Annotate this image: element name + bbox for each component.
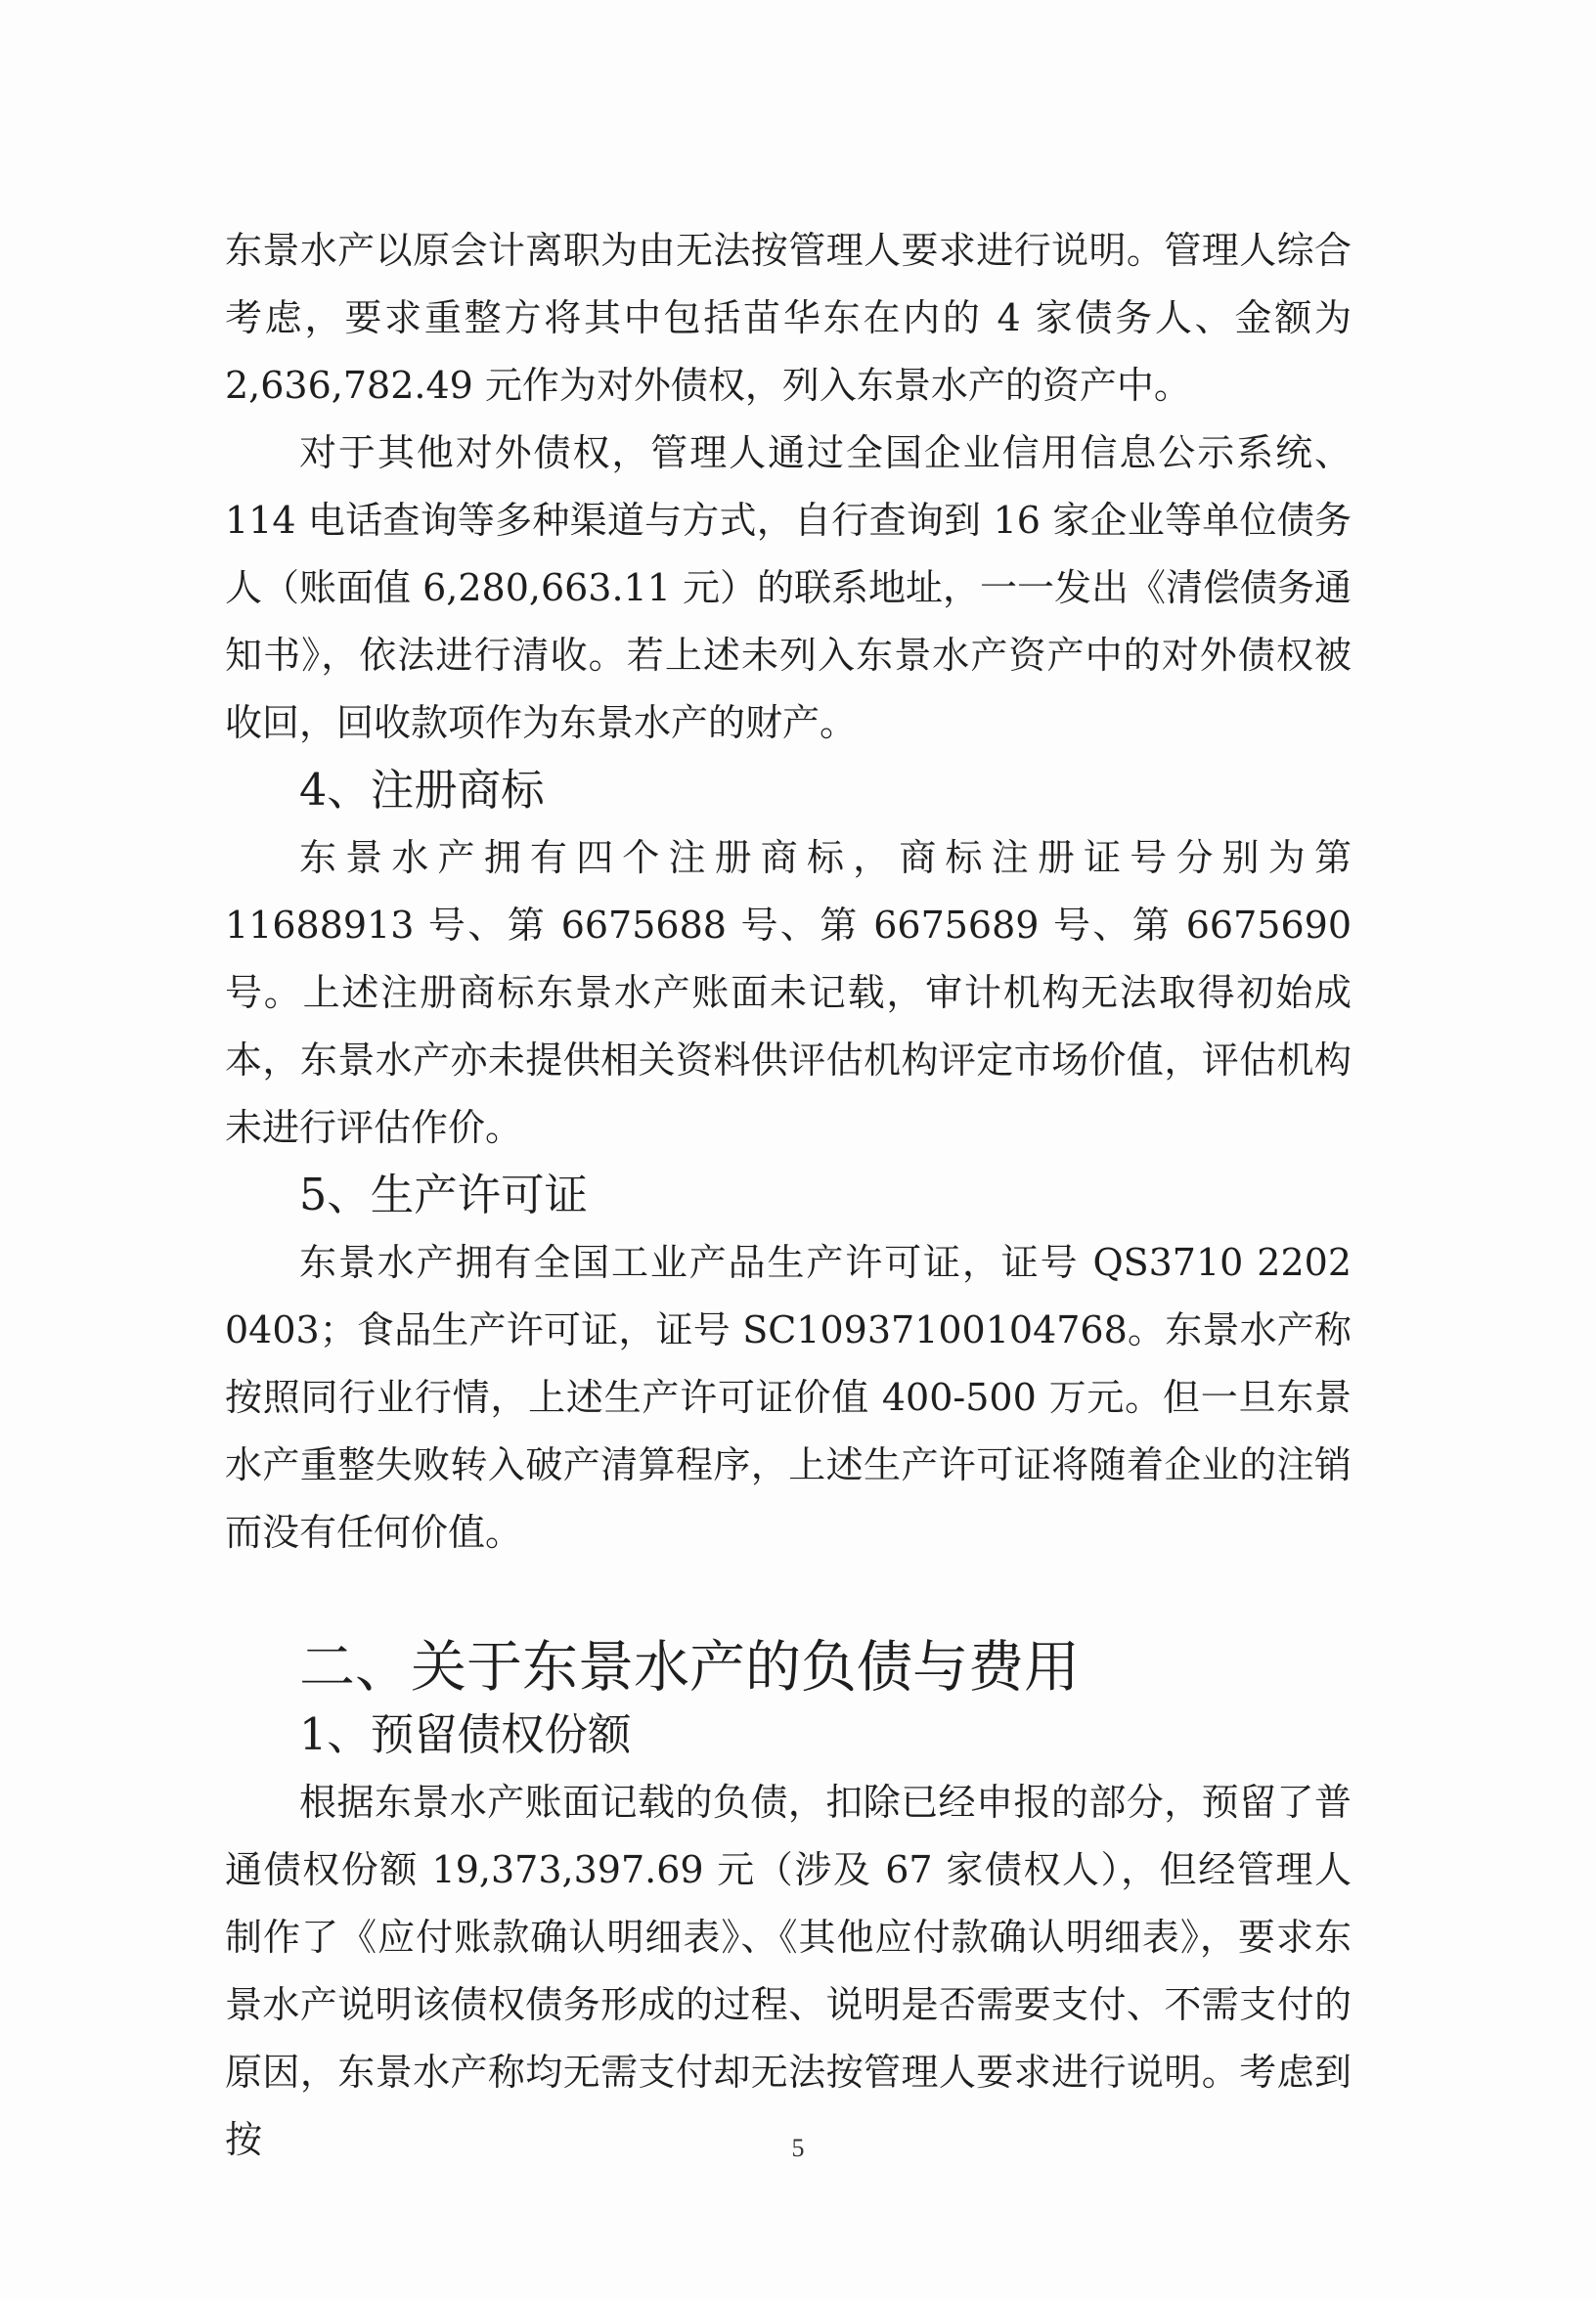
paragraph-debt-continuation: 东景水产以原会计离职为由无法按管理人要求进行说明。管理人综合考虑，要求重整方将其中包括苗华东在内的 4 家债务人、金额为 2,636,782.49 元作为对外债权，列入东景水产的资产中。 [225, 229, 1352, 407]
section-spacer [225, 1567, 1352, 1634]
paragraph-trademark: 东景水产拥有四个注册商标，商标注册证号分别为第 11688913 号、第 6675688 号、第 6675689 号、第 6675690 号。上述注册商标东景水产账面未记载，审计机构无法取得初始成本，东景水产亦未提供相关资料供评估机构评定市场价值，评估机构未进行评估作价。 [225, 836, 1352, 1149]
heading-reserved-claims: 1、预留债权份额 [299, 1710, 632, 1760]
paragraph-production-license: 东景水产拥有全国工业产品生产许可证，证号 QS3710 2202 0403；食品生产许可证，证号 SC10937100104768。东景水产称按照同行业行情，上述生产许可证价值 400-500 万元。但一旦东景水产重整失败转入破产清算程序，上述生产许可证将随着企业的注销而没有任何价值。 [225, 1241, 1352, 1554]
paragraph-reserved-claims: 根据东景水产账面记载的负债，扣除已经申报的部分，预留了普通债权份额 19,373,397.69 元（涉及 67 家债权人），但经管理人制作了《应付账款确认明细表》、《其他应付款确认明细表》，要求东景水产说明该债权债务形成的过程、说明是否需要支付、不需支付的原因，东景水产称均无需支付却无法按管理人要求进行说明。考虑到按 [225, 1781, 1352, 2161]
heading-production-license: 5、生产许可证 [299, 1171, 589, 1220]
heading-liabilities-section: 二、关于东景水产的负债与费用 [299, 1635, 1080, 1700]
page-number: 5 [791, 2134, 805, 2162]
paragraph-other-debts: 对于其他对外债权，管理人通过全国企业信用信息公示系统、114 电话查询等多种渠道与方式，自行查询到 16 家企业等单位债务人（账面值 6,280,663.11 元）的联系地址，一一发出《清偿债务通知书》，依法进行清收。若上述未列入东景水产资产中的对外债权被收回，回收款项作为东景水产的财产。 [225, 431, 1352, 744]
document-body [225, 217, 1352, 2174]
heading-trademark: 4、注册商标 [299, 766, 545, 816]
